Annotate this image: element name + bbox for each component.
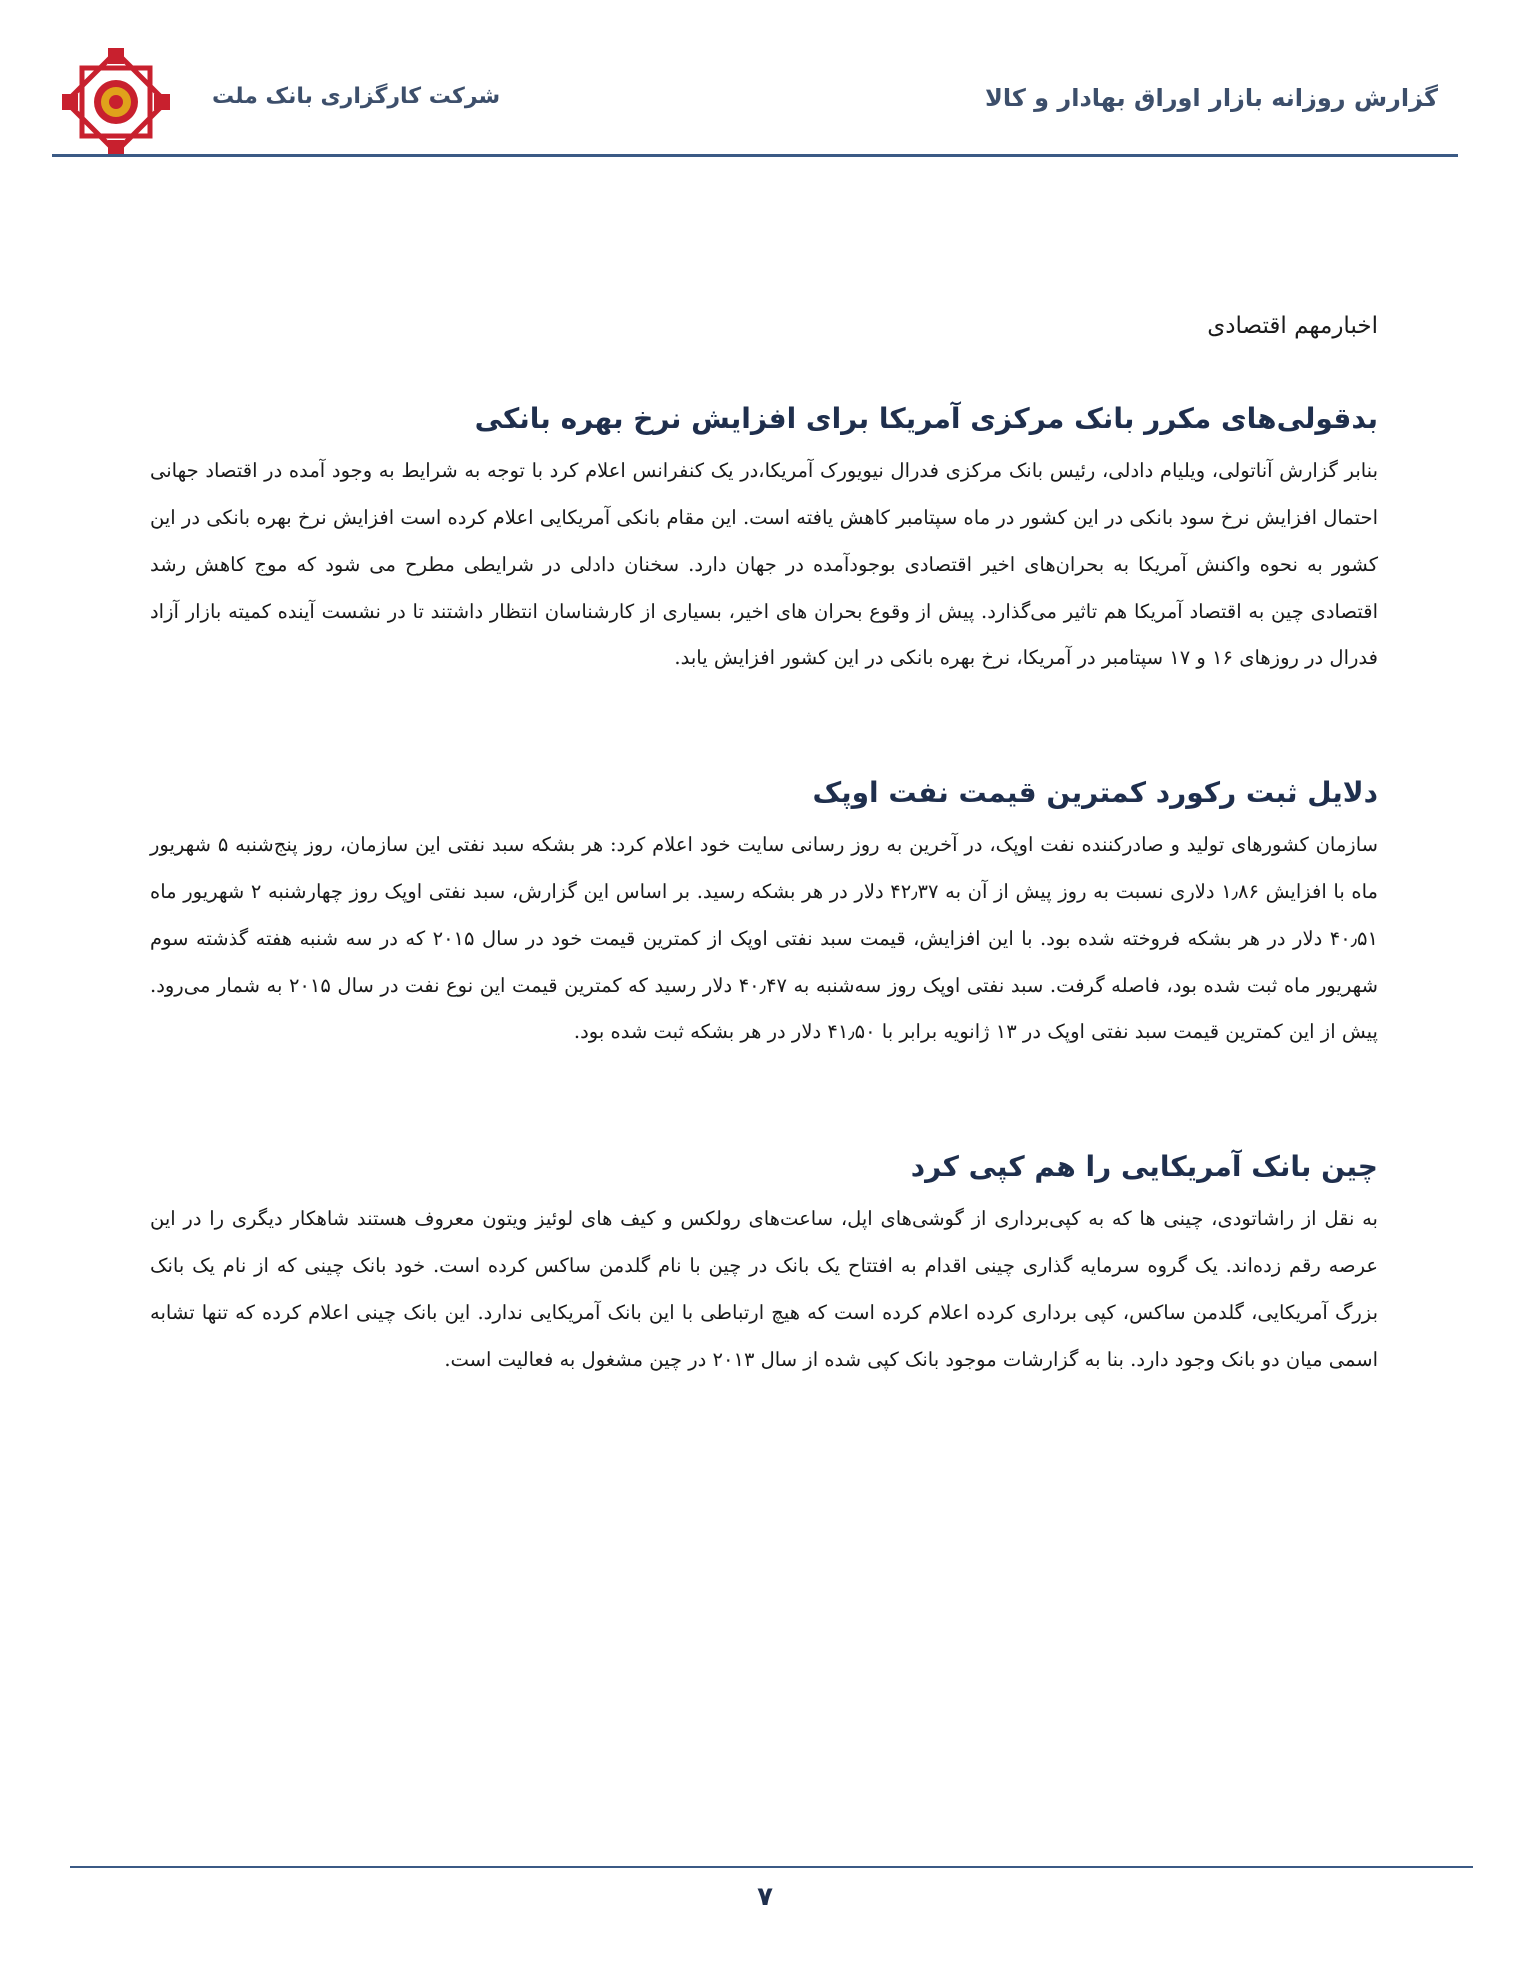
header-divider (52, 154, 1458, 157)
article-body: به نقل از راشاتودی، چینی ها که به کپی‌برداری از گوشی‌های اپل، ساعت‌های رولکس و کیف های لوئیز ویتون معروف هستند شاهکار دیگری را در این عرصه رقم زده‌اند. یک گروه سرمایه گذاری چینی اقدام به افتتاح یک بانک در چین با نام گلدمن ساکس کرده است. خود بانک چینی که از نام یک بانک بزرگ آمریکایی، گلدمن ساکس، کپی برداری کرده اعلام کرده است که هیچ ارتباطی با این بانک آمریکایی ندارد. این بانک چینی اعلام کرده که تنها تشابه اسمی میان دو بانک وجود دارد. بنا به گزارشات موجود بانک کپی شده از سال ۲۰۱۳ در چین مشغول به فعالیت است. (150, 1207, 1378, 1371)
report-title: گزارش روزانه بازار اوراق بهادار و کالا (984, 84, 1438, 112)
article-fed-interest-rate (150, 398, 1378, 682)
article-opec-oil-price (150, 772, 1378, 1056)
footer-divider (70, 1866, 1473, 1868)
page-number: ۷ (757, 1882, 773, 1912)
article-body: سازمان کشورهای تولید و صادرکننده نفت اوپک، در آخرین به روز رسانی سایت خود اعلام کرد: هر بشکه سبد نفتی این سازمان، روز پنج‌شنبه ۵ شهریور ماه با افزایش ۱٫۸۶ دلاری نسبت به روز پیش از آن به ۴۲٫۳۷ دلار در هر بشکه رسید. بر اساس این گزارش، سبد نفتی اوپک روز چهارشنبه ۲ شهریور ماه ۴۰٫۵۱ دلار در هر بشکه فروخته شده بود. با این افزایش، قیمت سبد نفتی اوپک از کمترین قیمت خود در سال ۲۰۱۵ که در سه شنبه هفته گذشته سوم شهریور ماه ثبت شده بود، فاصله گرفت. سبد نفتی اوپک روز سه‌شنبه به ۴۰٫۴۷ دلار رسید که کمترین قیمت این نوع نفت در سال ۲۰۱۵ به شمار می‌رود. پیش از این کمترین قیمت سبد نفتی اوپک در ۱۳ ژانویه برابر با ۴۱٫۵۰ دلار در هر بشکه ثبت شده بود. (150, 833, 1378, 1044)
article-title: بدقولی‌های مکرر بانک مرکزی آمریکا برای افزایش نرخ بهره بانکی (474, 402, 1378, 436)
company-name: شرکت کارگزاری بانک ملت (212, 84, 501, 109)
article-title: دلایل ثبت رکورد کمترین قیمت نفت اوپک (812, 776, 1378, 810)
section-label: اخبارمهم اقتصادی (1207, 313, 1378, 339)
article-title: چین بانک آمریکایی را هم کپی کرد (910, 1150, 1378, 1184)
main-content (150, 310, 1378, 1473)
bank-mellat-logo-icon (62, 48, 170, 156)
article-body: بنابر گزارش آناتولی، ویلیام دادلی، رئیس بانک مرکزی فدرال نیویورک آمریکا،در یک کنفرانس اعلام کرد با توجه به شرایط به وجود آمده در اقتصاد جهانی احتمال افزایش نرخ سود بانکی در این کشور در ماه سپتامبر کاهش یافته است. این مقام بانکی آمریکایی اعلام کرده است افزایش نرخ بهره بانکی در این کشور به نحوه واکنش آمریکا به بحران‌های اخیر اقتصادی بوجودآمده در جهان دارد. سخنان دادلی در شرایطی مطرح می شود که موج کاهش رشد اقتصادی چین به اقتصاد آمریکا هم تاثیر می‌گذارد. پیش از وقوع بحران های اخیر، بسیاری از کارشناسان انتظار داشتند تا در نشست آینده کمیته بازار آزاد فدرال در روزهای ۱۶ و ۱۷ سپتامبر در آمریکا، نرخ بهره بانکی در این کشور افزایش یابد. (150, 459, 1378, 670)
article-china-copy-bank (150, 1146, 1378, 1383)
